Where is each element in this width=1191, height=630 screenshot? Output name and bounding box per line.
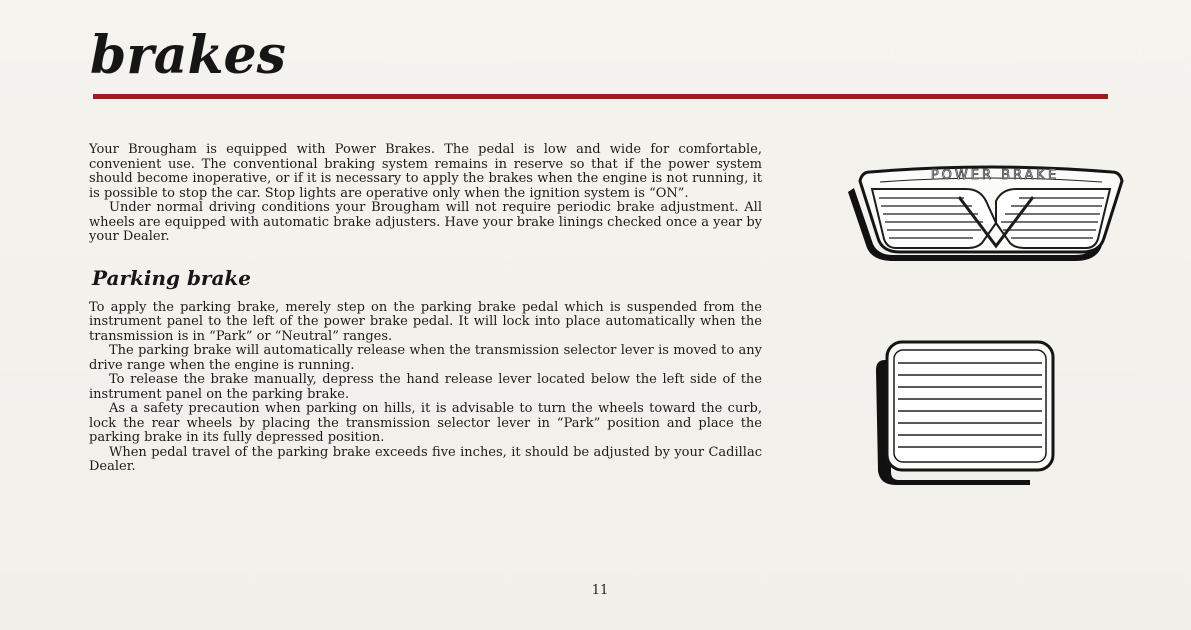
- page-number: 11: [591, 583, 609, 598]
- power-brake-pedal-label: POWER BRAKE: [930, 168, 1060, 183]
- parking-brake-paragraph-3: To release the brake manually, depress the hand release lever located below the left side of the instrument panel on the parking brake.: [89, 372, 762, 402]
- power-brakes-paragraph-2: Under normal driving conditions your Brougham will not require periodic brake adjustment. All wheels are equipped with automatic brake adjusters. Have your brake linings checked once a year by your Dealer.: [89, 200, 762, 244]
- parking-brake-pedal-illustration: [870, 335, 1060, 485]
- parking-brake-paragraph-4: As a safety precaution when parking on hills, it is advisable to turn the wheels toward the curb, lock the rear wheels by placing the transmission selector lever in “Park” position and place the parking brake in its fully depressed position.: [89, 401, 762, 445]
- power-brakes-paragraph-1: Your Brougham is equipped with Power Brakes. The pedal is low and wide for comfortable, convenient use. The conventional braking system remains in reserve so that if the power system should become inoperative, or if it is necessary to apply the brakes when the engine is not running, it is possible to stop the car. Stop lights are operative only when the ignition system is “ON”.: [89, 142, 762, 201]
- parking-brake-paragraph-2: The parking brake will automatically release when the transmission selector lever is moved to any drive range when the engine is running.: [89, 343, 762, 373]
- title-rule: [93, 94, 1108, 99]
- parking-brake-heading: Parking brake: [92, 265, 252, 290]
- power-brake-pedal-illustration: [845, 160, 1145, 270]
- text-column: [89, 143, 762, 475]
- parking-brake-paragraph-5: When pedal travel of the parking brake exceeds five inches, it should be adjusted by your Cadillac Dealer.: [89, 444, 762, 474]
- page-title: brakes: [90, 25, 286, 86]
- parking-brake-paragraph-1: To apply the parking brake, merely step on the parking brake pedal which is suspended from the instrument panel to the left of the power brake pedal. It will lock into place automatically when the transmission is in “Park” or “Neutral” ranges.: [89, 299, 762, 344]
